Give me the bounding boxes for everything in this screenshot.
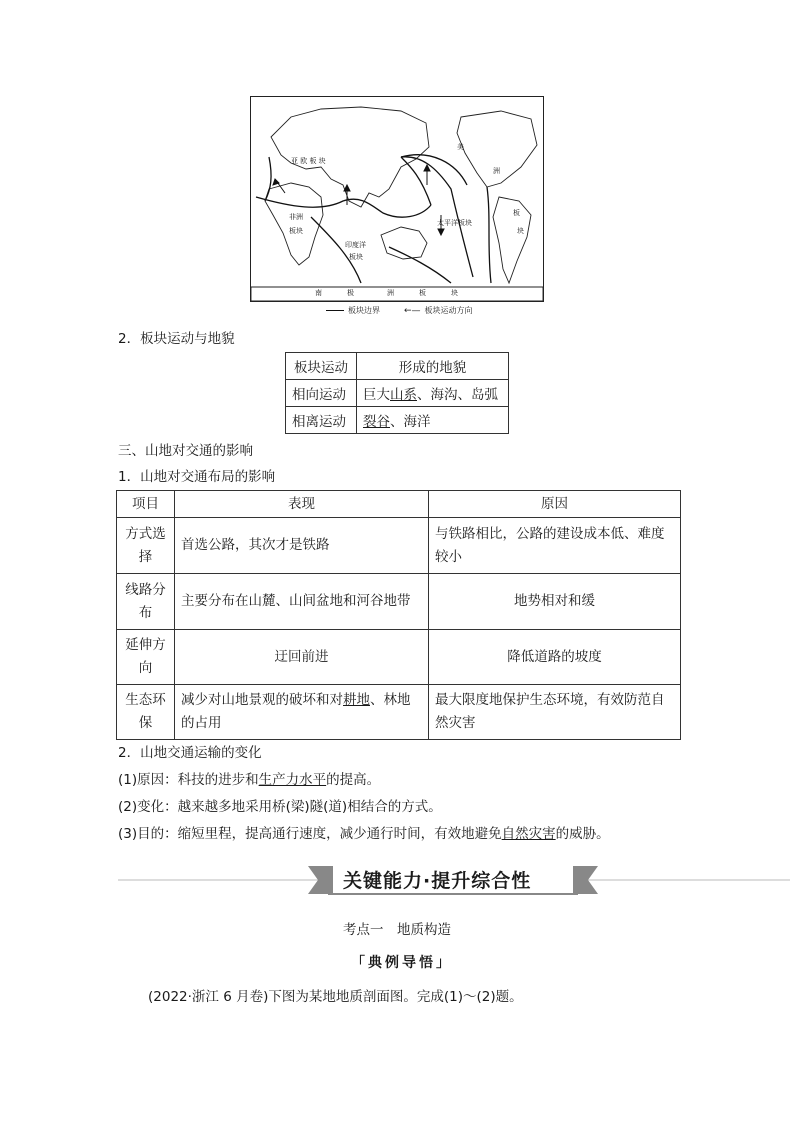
plate-boundary (487, 187, 491, 283)
map-label-indian-2: 板块 (349, 253, 363, 261)
direction-arrow-icon: ←— (404, 305, 421, 316)
paragraph-purpose: (3)目的：缩短里程，提高通行速度，减少通行时间，有效地避免自然灾害的威胁。 (118, 826, 610, 842)
table-header: 项目 (117, 491, 175, 518)
table-cell: 裂谷、海洋 (357, 407, 509, 434)
subheading-layout: 1．山地对交通布局的影响 (118, 469, 276, 485)
table-cell: 迂回前进 (175, 630, 429, 685)
table-header: 原因 (429, 491, 681, 518)
table-row (117, 518, 681, 574)
table-cell: 相离运动 (286, 407, 357, 434)
table-cell: 减少对山地景观的破坏和对耕地、林地的占用 (175, 685, 429, 740)
table-header: 形成的地貌 (357, 353, 509, 380)
table-cell: 生态环保 (117, 685, 175, 740)
motion-arrow-head (424, 165, 430, 171)
south-america-landmass (493, 197, 531, 283)
map-label-antarctic: 极 (347, 289, 354, 297)
table-cell: 降低道路的坡度 (429, 630, 681, 685)
table-header-row (117, 491, 681, 518)
legend-direction (404, 305, 473, 316)
table-cell: 最大限度地保护生态环境，有效防范自然灾害 (429, 685, 681, 740)
map-label-africa-2: 板块 (289, 227, 303, 235)
map-label-antarctic: 板 (419, 289, 426, 297)
antarctica-landmass (251, 287, 543, 301)
table-cell: 巨大山系、海沟、岛弧 (357, 380, 509, 407)
map-label-antarctic: 块 (451, 289, 458, 297)
map-legend (326, 305, 473, 316)
section-heading-plate-landform: 2．板块运动与地貌 (118, 331, 235, 347)
section-heading-mountain-traffic: 三、山地对交通的影响 (118, 443, 253, 459)
legend-boundary-label: 板块边界 (348, 306, 380, 315)
case-title: 「典例导悟」 (351, 955, 453, 971)
table-cell: 延伸方向 (117, 630, 175, 685)
banner-title: 关键能力·提升综合性 (343, 870, 532, 892)
table-cell: 地势相对和缓 (429, 574, 681, 630)
paragraph-change: (2)变化：越来越多地采用桥(梁)隧(道)相结合的方式。 (118, 799, 442, 815)
table-row (286, 407, 509, 434)
legend-boundary (326, 305, 380, 316)
map-label-america: 洲 (493, 167, 500, 175)
table-cell: 与铁路相比，公路的建设成本低、难度较小 (429, 518, 681, 574)
table-cell: 相向运动 (286, 380, 357, 407)
map-label-antarctic: 南 (315, 289, 322, 297)
paragraph-reason: (1)原因：科技的进步和生产力水平的提高。 (118, 772, 381, 788)
table-cell: 主要分布在山麓、山间盆地和河谷地带 (175, 574, 429, 630)
map-label-america: 块 (517, 227, 524, 235)
africa-landmass (265, 183, 323, 265)
table-row (286, 380, 509, 407)
table-row (117, 685, 681, 740)
legend-direction-label: 板块运动方向 (424, 306, 473, 315)
plate-landform-table (285, 352, 509, 434)
exam-point-title: 考点一 地质构造 (343, 922, 451, 938)
motion-arrow-head (438, 229, 444, 235)
subheading-transport-change: 2．山地交通运输的变化 (118, 745, 262, 761)
table-row (117, 574, 681, 630)
table-row (117, 630, 681, 685)
plate-map (250, 96, 544, 302)
plate-boundary (401, 157, 473, 277)
map-label-america: 美 (457, 143, 464, 151)
map-label-antarctic: 洲 (387, 289, 394, 297)
map-label-america: 板 (513, 209, 520, 217)
table-header-row (286, 353, 509, 380)
map-label-pacific: 太平洋板块 (437, 219, 472, 227)
table-header: 板块运动 (286, 353, 357, 380)
map-label-africa-1: 非洲 (289, 213, 303, 221)
boundary-line-icon (326, 310, 344, 311)
table-header: 表现 (175, 491, 429, 518)
map-label-eurasia: 亚 欧 板 块 (291, 157, 326, 165)
north-america-landmass (457, 111, 537, 187)
table-cell: 首选公路，其次才是铁路 (175, 518, 429, 574)
map-label-indian-1: 印度洋 (345, 241, 366, 249)
question-text: (2022·浙江 6 月卷)下图为某地地质剖面图。完成(1)～(2)题。 (148, 989, 523, 1005)
table-cell: 线路分布 (117, 574, 175, 630)
mountain-traffic-table (116, 490, 681, 740)
table-cell: 方式选择 (117, 518, 175, 574)
plate-map-drawing (251, 97, 543, 301)
